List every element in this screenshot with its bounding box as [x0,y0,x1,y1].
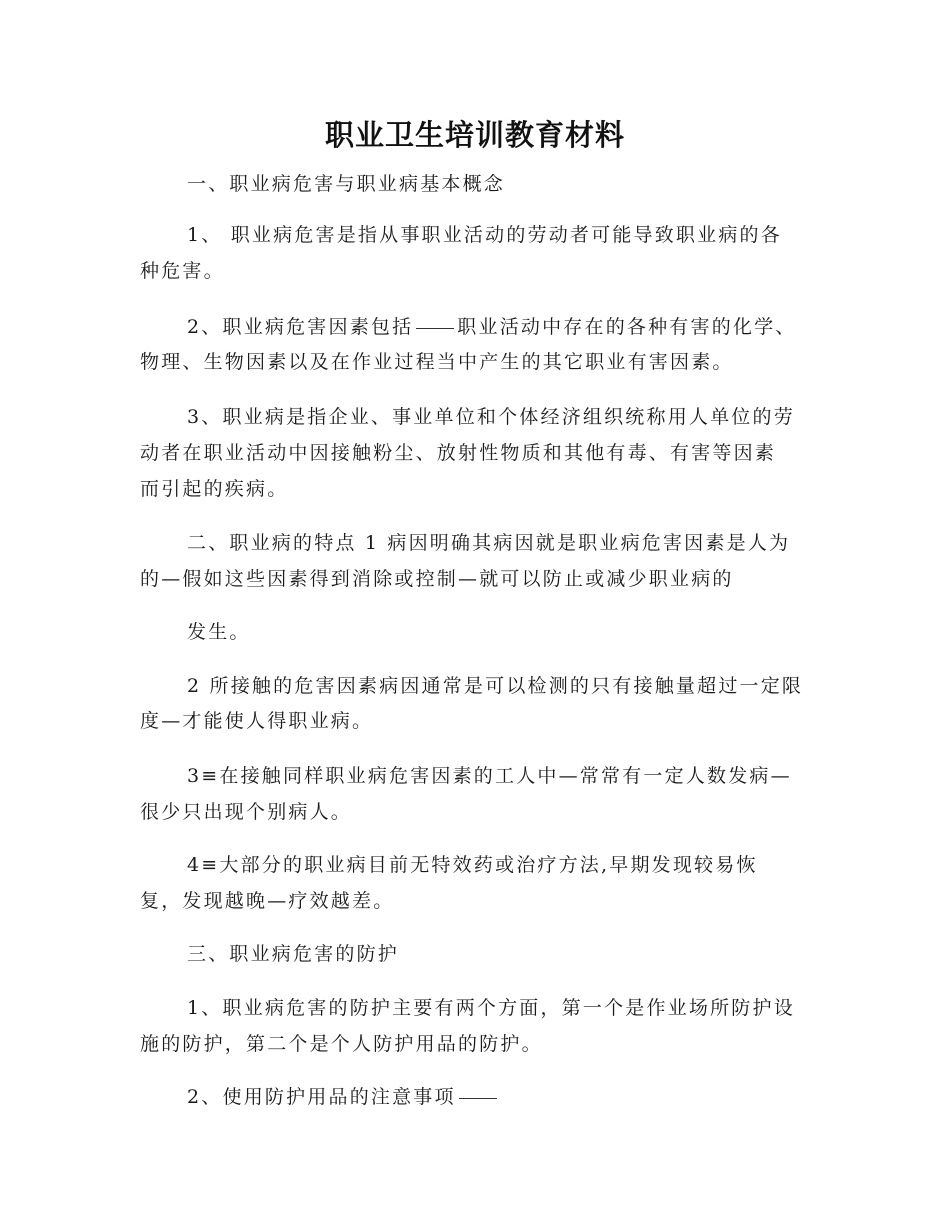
section-2-line-3: 发生。 [187,621,251,643]
section-2-item-3-line-2: 很少只出现个别病人。 [140,801,353,823]
section-2-item-4-line-2: 复，发现越晚—疗效越差。 [140,890,395,912]
section-3-item-2-text: 2、使用防护用品的注意事项 [187,1086,456,1108]
section-2-item-2-line-2: 度—才能使人得职业病。 [140,710,374,732]
paragraph-3-line-2: 动者在职业活动中因接触粉尘、放射性物质和其他有毒、有害等因素 [140,442,777,464]
paragraph-3-line-1: 3、职业病是指企业、事业单位和个体经济组织统称用人单位的劳 [187,406,795,428]
section-3-item-1-line-2: 施的防护，第二个是个人防护用品的防护。 [140,1033,543,1055]
document-title: 职业卫生培训教育材料 [324,118,625,152]
section-2-item-2-line-1: 2 所接触的危害因素病因通常是可以检测的只有接触量超过一定限 [187,675,804,697]
paragraph-2-line-1-start: 2、职业病危害因素包括 [187,316,414,338]
section-1-heading: 一、职业病危害与职业病基本概念 [187,173,506,195]
section-3-heading: 三、职业病危害的防护 [187,943,400,965]
em-dash-rule [416,328,454,329]
section-2-line-1: 二、职业病的特点 1 病因明确其病因就是职业病危害因素是人为 [187,532,791,554]
paragraph-1-line-2: 种危害。 [140,260,225,282]
section-3-item-1-line-1: 1、职业病危害的防护主要有两个方面，第一个是作业场所防护设 [187,997,795,1019]
paragraph-2-line-1 [187,314,797,340]
paragraph-2-line-2: 物理、生物因素以及在作业过程当中产生的其它职业有害因素。 [140,351,734,373]
section-2-item-3-line-1: 3≡在接触同样职业病危害因素的工人中—常常有一定人数发病— [187,765,792,787]
em-dash-rule [459,1098,497,1099]
paragraph-1-line-1: 1、 职业病危害是指从事职业活动的劳动者可能导致职业病的各 [187,224,782,246]
section-2-line-2: 的—假如这些因素得到消除或控制—就可以防止或减少职业病的 [140,568,734,590]
paragraph-2-line-1-end: 职业活动中存在的各种有害的化学、 [457,316,797,338]
section-2-item-4-line-1: 4≡大部分的职业病目前无特效药或治疗方法,早期发现较易恢 [187,854,758,876]
paragraph-3-line-3: 而引起的疾病。 [140,478,289,500]
section-3-item-2-line-1 [187,1084,500,1110]
